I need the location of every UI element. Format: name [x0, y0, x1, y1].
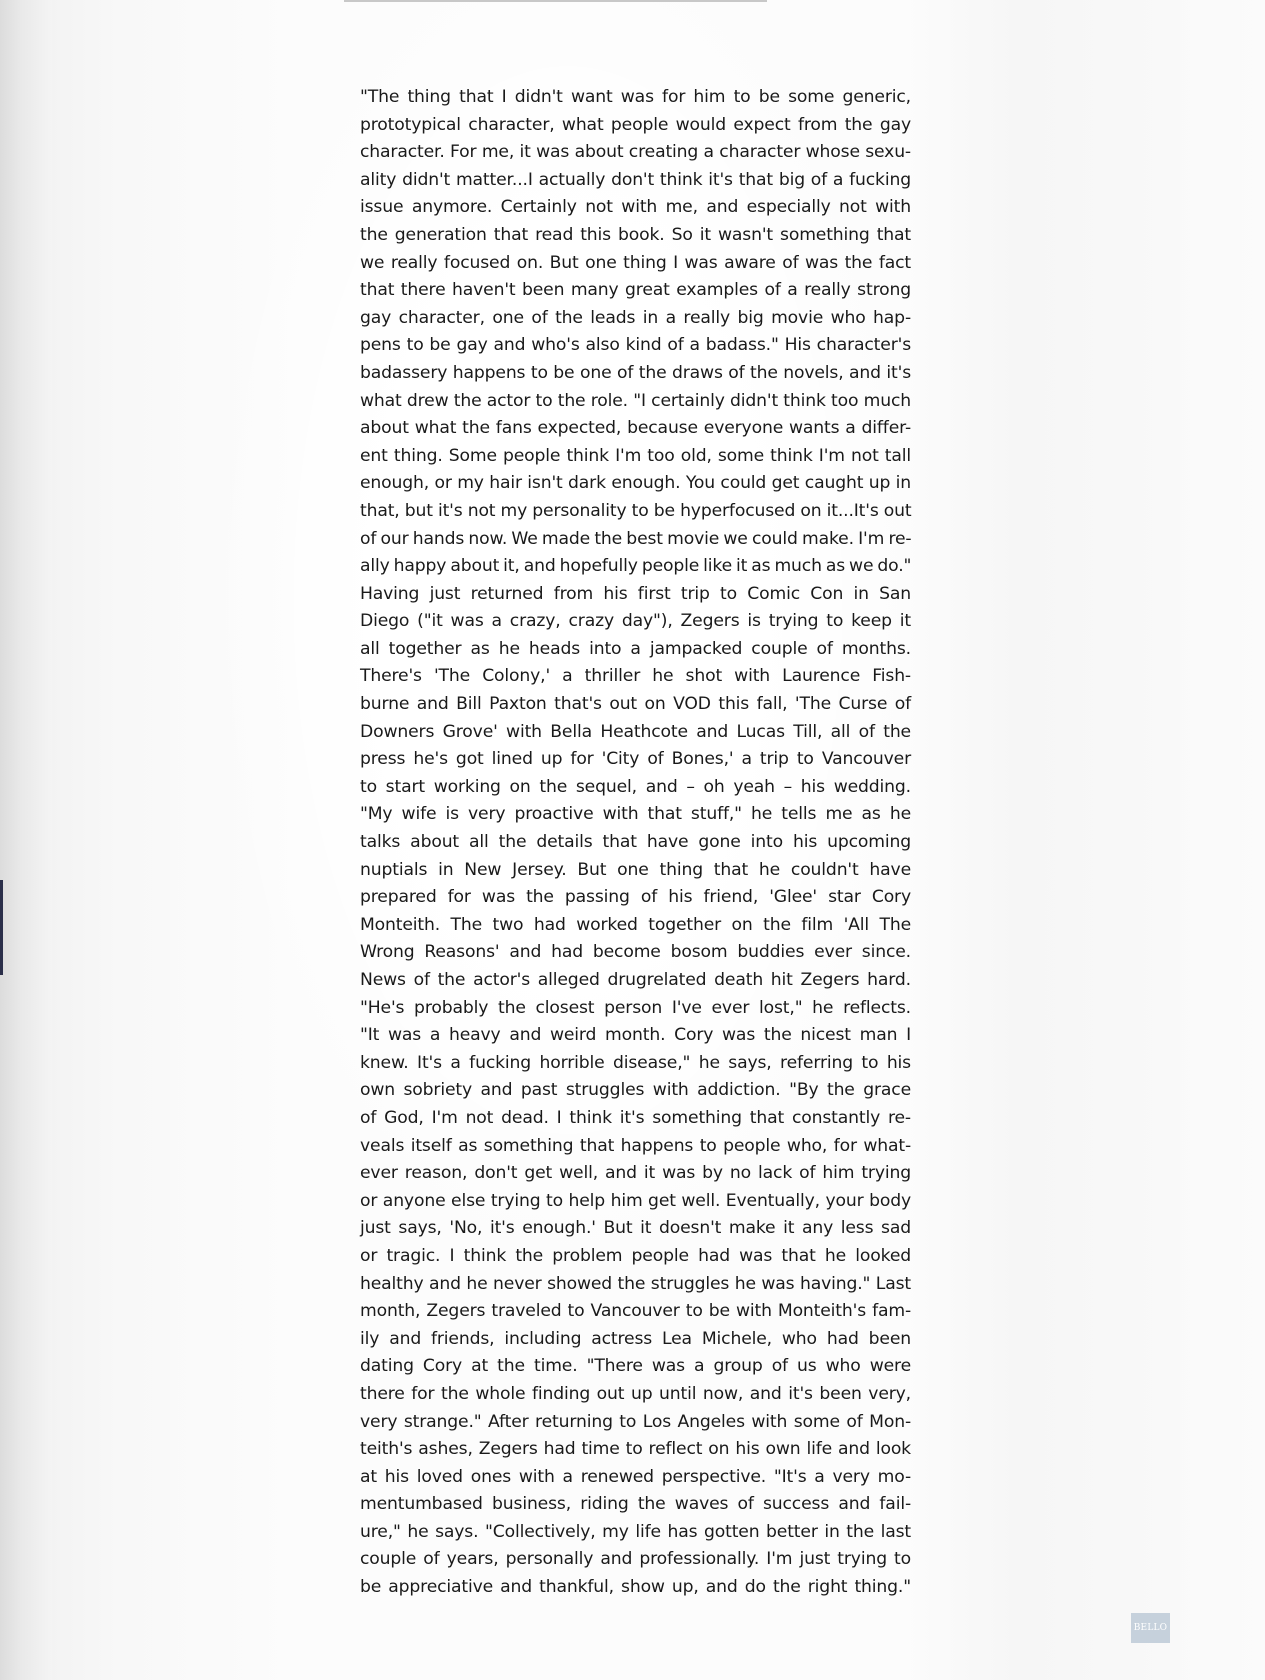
article-line: of our hands now. We made the best movie we could make. I'm re- — [360, 528, 912, 549]
article-line: ure," he says. "Collectively, my life has gotten better in the last — [360, 1521, 911, 1542]
article-line: prototypical character, what people would expect from the gay — [360, 114, 911, 135]
article-line: or anyone else trying to help him get well. Eventually, your body — [360, 1190, 911, 1211]
article-line: "It was a heavy and weird month. Cory was the nicest man I — [360, 1025, 911, 1046]
article-line: we really focused on. But one thing I was aware of was the fact — [360, 252, 911, 273]
page-gutter-shadow — [0, 0, 52, 1680]
article-line: badassery happens to be one of the draws of the novels, and it's — [360, 362, 911, 383]
article-line: about what the fans expected, because everyone wants a differ- — [360, 418, 911, 439]
article-line: just says, 'No, it's enough.' But it doesn't make it any less sad — [360, 1218, 911, 1239]
article-line: that there haven't been many great examples of a really strong — [360, 280, 911, 301]
article-line: ally happy about it, and hopefully people like it as much as we do." — [360, 556, 912, 577]
article-line: all together as he heads into a jampacked couple of months. — [360, 638, 911, 659]
article-line: Wrong Reasons' and had become bosom buddies ever since. — [360, 942, 911, 963]
article-line: "The thing that I didn't want was for him to be some generic, — [360, 87, 911, 107]
article-line: Diego ("it was a crazy, crazy day"), Zegers is trying to keep it — [360, 611, 911, 632]
article-line: character. For me, it was about creating a character whose sexu- — [360, 142, 911, 163]
article-line: of God, I'm not dead. I think it's something that constantly re- — [360, 1107, 911, 1128]
article-line: what drew the actor to the role. "I certainly didn't think too much — [360, 390, 911, 411]
article-line: talks about all the details that have gone into his upcoming — [360, 832, 911, 853]
magazine-logo: BELLO — [1131, 1613, 1170, 1643]
article-line: press he's got lined up for 'City of Bones,' a trip to Vancouver — [360, 749, 911, 770]
article-line: prepared for was the passing of his friend, 'Glee' star Cory — [360, 887, 911, 908]
article-line: "He's probably the closest person I've ever lost," he reflects. — [360, 997, 911, 1018]
article-line: month, Zegers traveled to Vancouver to be with Monteith's fam- — [360, 1301, 911, 1322]
page-edge-mark — [0, 880, 3, 975]
article-line: issue anymore. Certainly not with me, and especially not with — [360, 197, 911, 218]
article-line: Monteith. The two had worked together on the film 'All The — [360, 914, 911, 935]
article-line: teith's ashes, Zegers had time to reflect on his own life and look — [360, 1439, 911, 1460]
article-line: couple of years, personally and professionally. I'm just trying to — [360, 1549, 911, 1570]
article-line: at his loved ones with a renewed perspective. "It's a very mo- — [360, 1466, 911, 1487]
article-line: ality didn't matter...I actually don't think it's that big of a fucking — [360, 169, 911, 190]
article-body — [360, 84, 911, 1602]
article-line: ily and friends, including actress Lea Michele, who had been — [360, 1328, 911, 1349]
article-line: healthy and he never showed the struggles he was having." Last — [360, 1273, 911, 1294]
article-line: gay character, one of the leads in a really big movie who hap- — [360, 307, 911, 328]
article-line: Having just returned from his first trip to Comic Con in San — [360, 583, 911, 604]
article-line: There's 'The Colony,' a thriller he shot with Laurence Fish- — [360, 666, 911, 687]
article-line: pens to be gay and who's also kind of a badass." His character's — [360, 335, 911, 356]
article-line: News of the actor's alleged drugrelated death hit Zegers hard. — [360, 970, 911, 990]
article-line: nuptials in New Jersey. But one thing that he couldn't have — [360, 859, 911, 880]
article-line: dating Cory at the time. "There was a group of us who were — [360, 1356, 911, 1377]
article-line: very strange." After returning to Los Angeles with some of Mon- — [360, 1411, 911, 1432]
article-line: or tragic. I think the problem people had was that he looked — [360, 1245, 911, 1266]
article-line: enough, or my hair isn't dark enough. You could get caught up in — [360, 473, 911, 494]
article-line: Downers Grove' with Bella Heathcote and Lucas Till, all of the — [360, 721, 911, 742]
article-line: burne and Bill Paxton that's out on VOD this fall, 'The Curse of — [360, 694, 911, 715]
article-line: veals itself as something that happens to people who, for what- — [360, 1135, 911, 1156]
article-line: ent thing. Some people think I'm too old, some think I'm not tall — [360, 445, 911, 466]
article-line: ever reason, don't get well, and it was by no lack of him trying — [360, 1163, 911, 1184]
article-line: knew. It's a fucking horrible disease," he says, referring to his — [360, 1052, 911, 1073]
article-line: "My wife is very proactive with that stuff," he tells me as he — [360, 804, 911, 825]
article-line: the generation that read this book. So it wasn't something that — [360, 224, 911, 245]
article-line: there for the whole finding out up until now, and it's been very, — [360, 1383, 911, 1404]
article-line: to start working on the sequel, and – oh yeah – his wedding. — [360, 776, 911, 797]
article-line: own sobriety and past struggles with addiction. "By the grace — [360, 1080, 911, 1101]
article-line: be appreciative and thankful, show up, and do the right thing." — [360, 1577, 911, 1598]
top-rule — [344, 0, 767, 2]
article-line: that, but it's not my personality to be hyperfocused on it...It's out — [360, 500, 912, 521]
article-line: mentumbased business, riding the waves of success and fail- — [360, 1494, 911, 1515]
